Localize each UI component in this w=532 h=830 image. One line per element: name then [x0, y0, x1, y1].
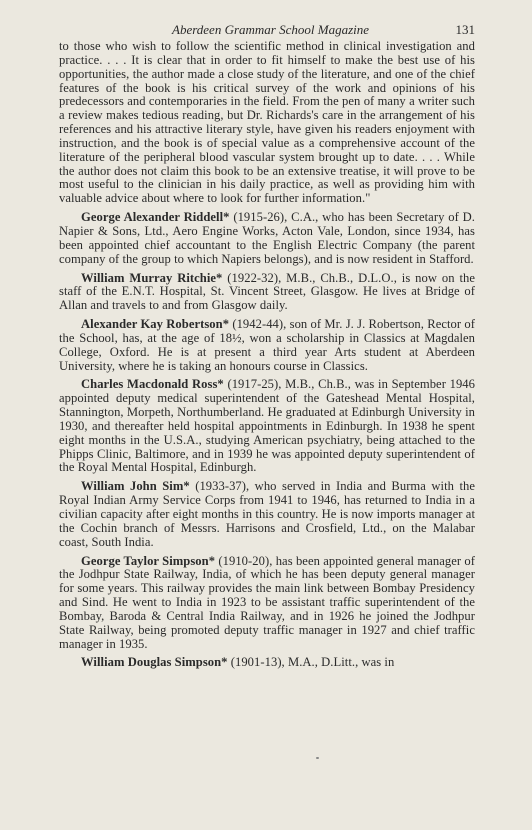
article-body [59, 40, 475, 670]
paragraph-text: to those who wish to follow the scientific method in clinical investigation and practice. . . . It is clear that in order to fit himself to make the best use of his opportunities, the author made a close study of the literature, and one of the chief features of the book is his critical survey of the work and opinions of his predecessors and contemporaries in the field. From the pen of many a writer such a review makes tedious reading, but Dr. Richards's care in the arrangement of his references and his attractive literary style, have given his readers enjoyment with instruction, and the book is of special value as a comprehensive account of the literature of the peripheral blood vascular system brought up to date. . . . While the author does not claim this book to be an extensive treatise, it will prove to be most useful to the clinician in his daily practice, as well as providing him with valuable advice about where to look for further information." [59, 39, 475, 206]
person-name: Alexander Kay Robertson* [81, 317, 230, 332]
entry-ross [59, 378, 475, 475]
entry-text: (1910-20), has been appointed general manager of the Jodhpur State Railway, India, of which he has been deputy general manager for some years. This railway provides the main link between Bombay Presidency and Sind. He went to India in 1923 to be assistant traffic superintendent of the Bombay, Baroda & Central India Railway, and in 1926 he joined the Jodhpur State Railway, being promoted deputy traffic manager in 1927 and chief traffic manager in 1935. [59, 553, 475, 651]
entry-text: (1922-32), M.B., Ch.B., D.L.O., is now on the staff of the E.N.T. Hospital, St. Vincent Street, Glasgow. He lives at Bridge of Allan and travels to and from Glasgow daily. [59, 270, 475, 313]
page-number: 131 [455, 22, 475, 37]
person-name: Charles Macdonald Ross* [81, 377, 224, 392]
ink-speck [316, 757, 319, 759]
entry-text: (1917-25), M.B., Ch.B., was in September 1946 appointed deputy medical superintendent of the Gateshead Mental Hospital, Stannington, Morpeth, Northumberland. He graduated at Edinburgh University in 1930, and thereafter held hospital appointments in Edinburgh. In 1938 he spent eight months in the U.S.A., studying American psychiatry, being attached to the Phipps Clinic, Baltimore, and in 1939 he was appointed deputy superintendent of the Royal Mental Hospital, Edinburgh. [59, 377, 476, 475]
person-name: William Murray Ritchie* [81, 270, 223, 285]
entry-riddell [59, 211, 475, 266]
entry-text: (1942-44), son of Mr. J. J. Robertson, Rector of the School, has, at the age of 18½, won a scholarship in Classics at Magdalen College, Oxford. He is at present a third year Arts student at Aberdeen University, where he is taking an honours course in Classics. [59, 317, 475, 373]
entry-sim [59, 480, 475, 549]
person-name: William Douglas Simpson* [81, 655, 228, 670]
entry-text: (1915-26), C.A., who has been Secretary of D. Napier & Sons, Ltd., Aero Engine Works, Acton Vale, London, since 1934, has been appointed chief accountant to the English Electric Company (the parent company of the group to which Napiers belongs), and is now resident in Stafford. [59, 210, 476, 266]
entry-ritchie [59, 272, 475, 314]
running-header [59, 18, 475, 40]
magazine-title: Aberdeen Grammar School Magazine [172, 22, 370, 37]
entry-text: (1901-13), M.A., D.Litt., was in [227, 655, 395, 670]
quote-paragraph [59, 40, 475, 206]
entry-w-simpson [59, 656, 475, 670]
person-name: George Alexander Riddell* [81, 210, 230, 225]
magazine-page [59, 18, 475, 675]
person-name: William John Sim* [81, 479, 190, 494]
person-name: George Taylor Simpson* [81, 553, 216, 568]
entry-robertson [59, 318, 475, 373]
entry-text: (1933-37), who served in India and Burma with the Royal Indian Army Service Corps from 1941 to 1946, has returned to India in a civilian capacity after eight months in this country. He is now imports manager at the Cochin branch of Messrs. Harrisons and Crosfield, Ltd., on the Malabar coast, South India. [59, 479, 475, 549]
entry-g-simpson [59, 555, 475, 652]
